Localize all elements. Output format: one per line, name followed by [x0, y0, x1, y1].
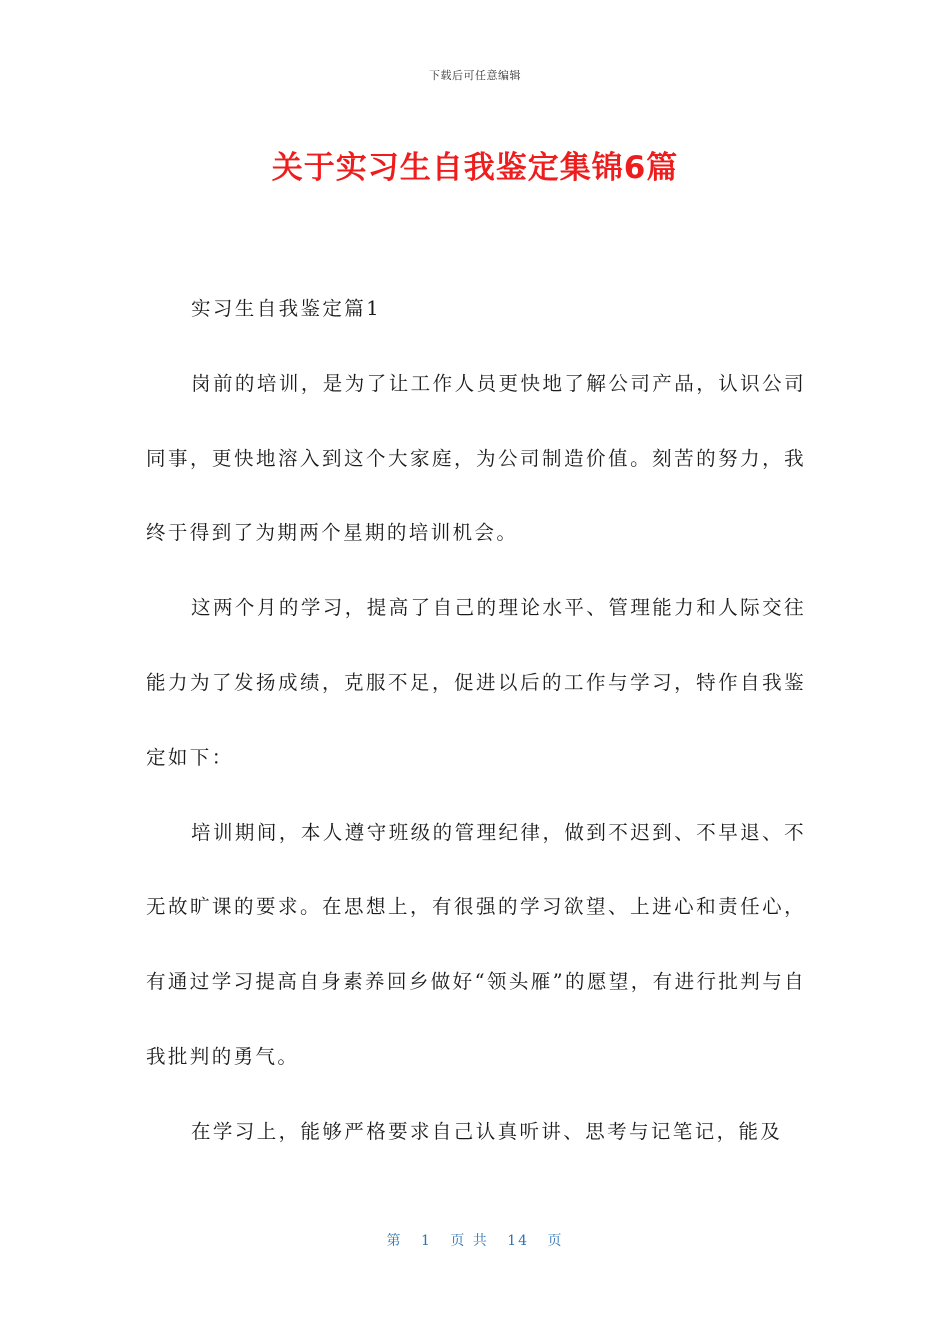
document-title: 关于实习生自我鉴定集锦6篇 [271, 150, 679, 186]
paragraph: 这两个月的学习，提高了自己的理论水平、管理能力和人际交往能力为了发扬成绩，克服不足，促进以后的工作与学习，特作自我鉴定如下： [146, 596, 806, 769]
paragraph: 在学习上，能够严格要求自己认真听讲、思考与记笔记，能及 [191, 1119, 783, 1143]
page-footer [0, 1230, 950, 1250]
section-heading: 实习生自我鉴定篇1 [191, 297, 382, 320]
footer-total-pages: 14 [507, 1233, 530, 1249]
footer-prefix: 第 [386, 1233, 403, 1249]
paragraph: 岗前的培训，是为了让工作人员更快地了解公司产品，认识公司同事，更快地溶入到这个大家庭，为公司制造价值。刻苦的努力，我终于得到了为期两个星期的培训机会。 [146, 371, 806, 545]
footer-suffix: 页 [547, 1233, 564, 1249]
footer-current-page: 1 [420, 1233, 432, 1249]
footer-middle: 页 共 [450, 1233, 489, 1249]
document-body [146, 272, 806, 1170]
header-note: 下载后可任意编辑 [429, 69, 521, 82]
paragraph: 培训期间，本人遵守班级的管理纪律，做到不迟到、不早退、不无故旷课的要求。在思想上，有很强的学习欲望、上进心和责任心，有通过学习提高自身素养回乡做好“领头雁”的愿望，有进行批判与自我批判的勇气。 [146, 820, 806, 1068]
